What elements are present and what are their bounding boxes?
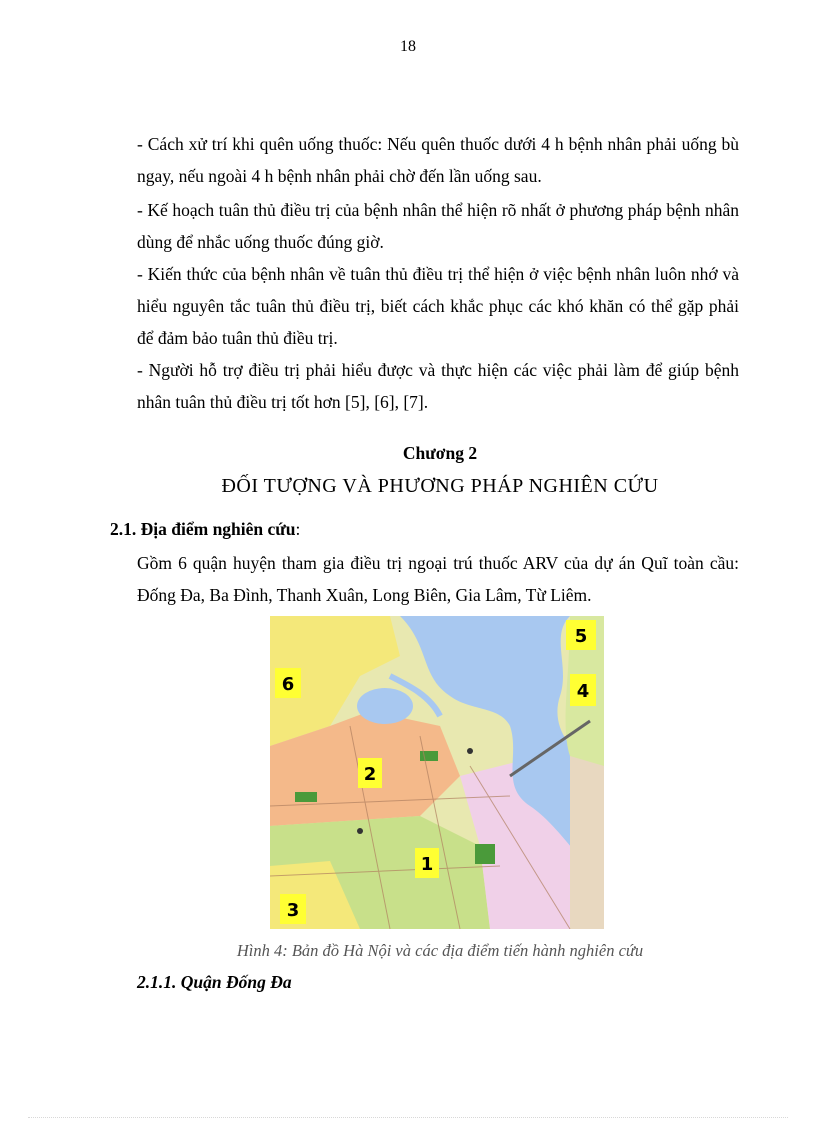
paragraph-adherence-plan: - Kế hoạch tuân thủ điều trị của bệnh nhân thể hiện rõ nhất ở phương pháp bệnh nhân dùng để nhắc uống thuốc đúng giờ. — [137, 200, 739, 252]
map-park-1 — [295, 792, 317, 802]
section-heading — [110, 519, 300, 540]
marker-3-label: 3 — [286, 900, 300, 921]
map-west-lake — [357, 688, 413, 724]
marker-2-label: 2 — [363, 764, 377, 785]
marker-4-label: 4 — [576, 681, 590, 702]
page-number: 18 — [400, 38, 416, 55]
chapter-title: ĐỐI TƯỢNG VÀ PHƯƠNG PHÁP NGHIÊN CỨU — [221, 475, 659, 497]
marker-3 — [280, 894, 306, 924]
subsection-heading: 2.1.1. Quận Đống Đa — [137, 972, 292, 992]
marker-2 — [358, 758, 382, 788]
marker-5-label: 5 — [574, 626, 588, 647]
marker-1 — [415, 848, 439, 878]
paragraph-treatment-supporter: - Người hỗ trợ điều trị phải hiểu được và thực hiện các việc phải làm để giúp bệnh nhân tuân thủ điều trị tốt hơn [5], [6], [7]. — [137, 360, 739, 412]
hanoi-map — [270, 616, 604, 929]
map-park-3 — [475, 844, 495, 864]
map-poi — [357, 828, 363, 834]
paragraph-missed-dose: - Cách xử trí khi quên uống thuốc: Nếu quên thuốc dưới 4 h bệnh nhân phải uống bù ngay, nếu ngoài 4 h bệnh nhân phải chờ đến lần uống sau. — [137, 134, 739, 186]
chapter-label: Chương 2 — [402, 443, 478, 463]
map-poi — [467, 748, 473, 754]
hanoi-map-figure — [270, 616, 604, 929]
page-bottom-divider — [28, 1117, 788, 1118]
marker-4 — [570, 674, 596, 706]
paragraph-adherence-knowledge: - Kiến thức của bệnh nhân về tuân thủ điều trị thể hiện ở việc bệnh nhân luôn nhớ và hiểu nguyên tắc tuân thủ điều trị, biết cách khắc phục các khó khăn có thể gặp phải để đảm bảo tuân thủ điều trị. — [137, 264, 739, 348]
figure-caption: Hình 4: Bản đồ Hà Nội và các địa điểm tiến hành nghiên cứu — [236, 941, 644, 960]
marker-5 — [566, 620, 596, 650]
map-park-2 — [420, 751, 438, 761]
section-heading-suffix: : — [295, 519, 301, 539]
section-body: Gồm 6 quận huyện tham gia điều trị ngoại trú thuốc ARV của dự án Quĩ toàn cầu: Đống Đa, Ba Đình, Thanh Xuân, Long Biên, Gia Lâm, Từ Liêm. — [137, 553, 739, 605]
marker-6 — [275, 668, 301, 698]
marker-6-label: 6 — [281, 674, 295, 695]
marker-1-label: 1 — [420, 854, 434, 875]
section-heading-text: 2.1. Địa điểm nghiên cứu — [110, 519, 296, 539]
